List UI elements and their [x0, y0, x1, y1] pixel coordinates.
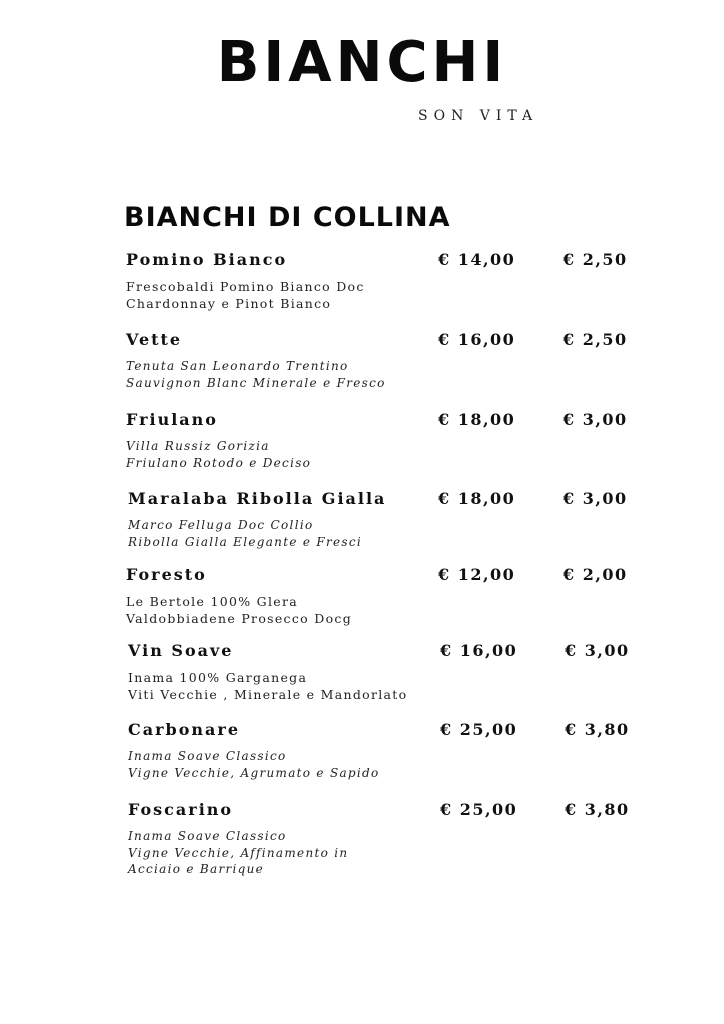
glass-price: € 3,80: [565, 720, 630, 739]
wine-description: Marco Felluga Doc Collio Ribolla Gialla Elegante e Fresci: [128, 518, 363, 549]
bottle-price: € 14,00: [438, 250, 516, 269]
wine-name: Vette: [126, 330, 183, 349]
wine-description: Inama Soave Classico Vigne Vecchie, Agrumato e Sapido: [128, 749, 380, 780]
section-title: BIANCHI DI COLLINA: [124, 202, 451, 233]
page-title: BIANCHI: [216, 30, 508, 95]
wine-name: Maralaba Ribolla Gialla: [128, 489, 387, 508]
wine-name: Pomino Bianco: [126, 250, 288, 269]
page-subtitle: SON VITA: [418, 108, 539, 124]
bottle-price: € 18,00: [438, 489, 516, 508]
glass-price: € 2,50: [563, 330, 628, 349]
wine-name: Foscarino: [128, 800, 234, 819]
bottle-price: € 16,00: [438, 330, 516, 349]
wine-description: Villa Russiz Gorizia Friulano Rotodo e Deciso: [126, 439, 312, 470]
glass-price: € 3,00: [563, 489, 628, 508]
wine-name: Vin Soave: [128, 641, 234, 660]
wine-description: Inama Soave Classico Vigne Vecchie, Affinamento in Acciaio e Barrique: [128, 829, 349, 876]
bottle-price: € 16,00: [440, 641, 518, 660]
wine-name: Carbonare: [128, 720, 240, 739]
wine-name: Foresto: [126, 565, 207, 584]
glass-price: € 3,00: [563, 410, 628, 429]
bottle-price: € 25,00: [440, 720, 518, 739]
bottle-price: € 12,00: [438, 565, 516, 584]
wine-description: Le Bertole 100% Glera Valdobbiadene Prosecco Docg: [126, 594, 353, 626]
glass-price: € 2,50: [563, 250, 628, 269]
bottle-price: € 25,00: [440, 800, 518, 819]
glass-price: € 2,00: [563, 565, 628, 584]
bottle-price: € 18,00: [438, 410, 516, 429]
wine-description: Inama 100% Garganega Viti Vecchie , Minerale e Mandorlato: [128, 670, 408, 702]
glass-price: € 3,80: [565, 800, 630, 819]
glass-price: € 3,00: [565, 641, 630, 660]
wine-description: Frescobaldi Pomino Bianco Doc Chardonnay e Pinot Bianco: [126, 279, 365, 311]
wine-name: Friulano: [126, 410, 218, 429]
wine-description: Tenuta San Leonardo Trentino Sauvignon Blanc Minerale e Fresco: [126, 359, 386, 390]
